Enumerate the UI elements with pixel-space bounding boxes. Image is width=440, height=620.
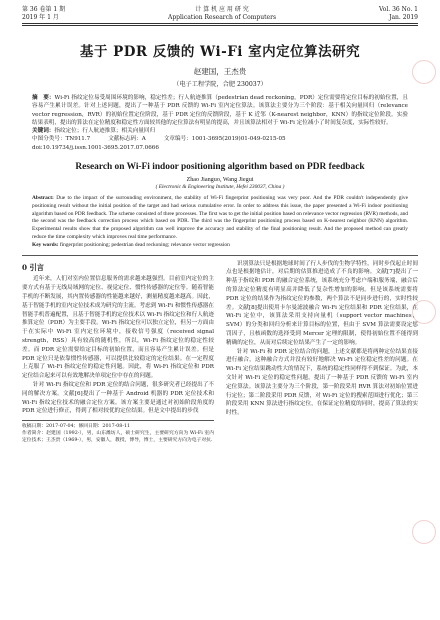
volume-issue-cn: 第 36 卷第 1 期: [22, 6, 66, 13]
abstract-en: [22, 195, 418, 242]
body-paragraph: 针对 Wi-Fi 指纹定位和 PDR 定位的结合问题，很多研究者已经提出了不同的解决方案。文献[6]提出了一种基于 Android 机器的 PDR 定位技术和 Wi-Fi 指纹定位技术的融合定位方案。该方案主要是通过对初始阶段角度的 PDR 定位进行修正，得到了相对较优的定位结果。但是文中提出的步伐: [22, 382, 214, 415]
body-paragraph: 针对 Wi-Fi 和 PDR 定位结合的问题，上述文献都是将两种定位结果直接进行融合，这种融合方式并没有较好地解决 Wi-Fi 定位稳定性差的问题。在 Wi-Fi 定位结果跳动性大的情况下，系统的稳定性同样得不到保证。为此，本文针对 Wi-Fi 定位的稳定性问题，提出了一种基于 PDR 反馈的 Wi-Fi 室内定位算法。该算法主要分为三个阶段，第一阶段采用 RVR 算法对初始位置进行定位；第二阶段采用 PDR 反馈，对 Wi-Fi 定位的搜索范围进行优化；第三阶段采用 KNN 算法进行指纹定位，在保证定位精度的同时，提高了算法的实时性。: [226, 348, 418, 417]
affiliation-en: ( Electronic & Engineering Institute, Hefei 230037, China ): [155, 184, 285, 191]
body-columns: [22, 260, 418, 445]
affiliation-cn: （电子工程学院，合肥 230037）: [173, 81, 267, 88]
paper-title-en: Research on Wi-Fi indoor positioning algorithm based on PDR feedback: [75, 162, 365, 173]
journal-name-cn: 计 算 机 应 用 研 究: [195, 6, 249, 13]
journal-header: [22, 6, 418, 21]
header-left: [22, 6, 65, 21]
watermark-seal-icon: [412, 520, 436, 544]
header-rule: [22, 23, 418, 24]
volume-issue-en: Vol. 36 No. 1: [378, 6, 418, 13]
date-cn: 2019 年 1 月: [22, 13, 59, 21]
header-right: [379, 6, 418, 21]
keywords-en: [22, 242, 418, 250]
journal-name-en: Application Research of Computers: [168, 13, 277, 21]
paper-page: [22, 6, 418, 444]
authors-en: Zhao Jianguo, Wang Jiegui: [186, 176, 254, 184]
authors-cn: 赵建国，王杰贵: [193, 67, 247, 76]
body-paragraph: 识别算法只是根据地球时间了行人步伐的生物学特性，同时步伐起止时间点也是根据地估计，对后期的估算推进造成了不良的影响。文献[7]提出了一种基于指纹和 PDR 的融合定位系统，该系统充分考虑户端和服务端，融合后的算法定位精度有明显高并降低了复杂性增加的影响。但是该系统需要将 PDR 定位的结果作为指纹定位的参数，两个算法不是同步进行的，实时性较差。文献[8]提出使用卡尔曼滤波融合 Wi-Fi 定位结果和 PDR 定位结果，在 Wi-Fi 定位中，该算法采用支持向量机（support vector machines，SVM）的分类和回归分析来计算目标的位置，但由于 SVM 算法需要设定惩罚因子，且核函数的选择受到 Mercer 定理的限制，使得初始位置不能得到精确的定位，从而对后续定位结果产生了一定的影响。: [226, 260, 418, 346]
clc-number: 中图分类号：TN911.7: [32, 136, 91, 143]
article-number: 文章编号：1001-3695(2019)01-049-0215-05: [163, 136, 286, 143]
left-column: [22, 260, 214, 445]
header-rule-thin: [22, 25, 418, 26]
doi: doi:10.19734/j.issn.1001-3695.2017.07.0666: [32, 144, 159, 151]
abstract-cn: [22, 94, 418, 127]
keywords-label-en: Key words:: [32, 241, 59, 248]
header-center: [168, 6, 276, 21]
section-heading-intro: 0 引言: [22, 262, 44, 272]
abstract-label-cn: 摘 要：: [32, 95, 55, 101]
keywords-cn: [22, 127, 418, 135]
abstract-label-en: Abstract:: [32, 195, 54, 202]
keywords-text-en: fingerprint positioning; pedestrian dead reckoning; relevance vector regression: [59, 241, 230, 248]
body-paragraph: 近年来，人们对室内位置信息服务的需求越来越强烈。目前室内定位的主要方式有基于无线局域网的定位、视觉定位、惯性传感器的定位等。随着智能手机的不断发展，其内置传感器的性能越来越好，测量精度越来越高。因此，基于智能手机的室内定位技术成为研究的主流。考虑到 Wi-Fi 和惯性传感器在智能手机普遍配置，且基于智能手机的定位技术以 Wi-Fi 指纹定位和行人航迹推算定位（PDR）为主要手段。Wi-Fi 指纹定位可以独立定位，但另一方面由于在实际中 Wi-Fi 室内定位环境中，接收信号强度（received signal strength，RSS）具有较高的随机性，所以，Wi-Fi 指纹定位的稳定性较差。而 PDR 定位需要给定目标的初始位置，而且容易产生累计误差。但是 PDR 定位只是依靠惯性传感器，可以提供比较稳定的定位结果。在一定程度上克服了 Wi-Fi 指纹定位的稳定性问题。因此，将 Wi-Fi 指纹定位和 PDR 定位结合起来可以有效地解决单项定位中存在的问题。: [22, 276, 214, 380]
abstract-text-en: Due to the impact of the surrounding environment, the stability of Wi-Fi fingerprint positioning was very poor. And the PDR couldn't independently give positioning result without the initial position of the target and had serious cumulative error. In order to address this issue, the paper presented a Wi-Fi indoor positioning algorithm based on PDR feedback. The scheme consisted of three processes. The first was to get the initial position based on relevance vector regression (RVR) methods, and the second was the feedback correction process which based on PDR. The third was the fingerprint positioning process based on K-nearest neighbor (KNN) algorithm. Experimental results show that the proposed algorithm can well improve the accuracy and stability of the final positioning result. And the proposed method can greatly reduce the time complexity which improves real time performance.: [32, 195, 408, 241]
right-column: [226, 260, 418, 445]
footnote: 收稿日期：2017-07-04；修回日期：2017-08-11 作者简介：赵建国（1992-），男，山东潍坊人，硕士研究生，主要研究方向为 Wi-Fi 室内定位技术；王杰贵（1969-），男，安徽人，教授，博导，博士，主要研究方向为电子对抗.: [22, 420, 214, 444]
watermark-seal-icon: [412, 300, 436, 324]
document-code: 文献标志码：A: [108, 136, 146, 143]
keywords-label-cn: 关键词：: [32, 128, 55, 135]
paper-title-cn: 基于 PDR 反馈的 Wi-Fi 室内定位算法研究: [79, 44, 361, 60]
watermark-seal-icon: [412, 60, 436, 84]
keywords-text-cn: 指纹定位；行人航迹推算；相关向量回归: [54, 128, 156, 135]
date-en: Jan. 2019: [389, 13, 418, 21]
abstract-text-cn: Wi-Fi 指纹定位易受周围环境的影响，稳定性差；行人航迹推算（pedestrian dead reckoning，PDR）定位需要将定位目标的初始位置，且容易产生累计误差。针对上述问题，提出了一种基于 PDR 反馈的 Wi-Fi 室内定位算法。该算法主要分为三个阶段：基于相关向量回归（relevance vector regression，RVR）的初始位置定位阶段，基于 PDR 定位的反馈阶段，基于 K 近邻（K-nearest neighbor，KNN）的指纹定位阶段。实验结果表明，提出的算法在定位精度和稳定性方面较其他的定位算法有明显的提高，并且该算法相对于 Wi-Fi 定位减小了时间复杂度，实际性较好。: [32, 95, 408, 126]
classification-line: [22, 135, 418, 143]
abstract-separator: [22, 255, 418, 256]
